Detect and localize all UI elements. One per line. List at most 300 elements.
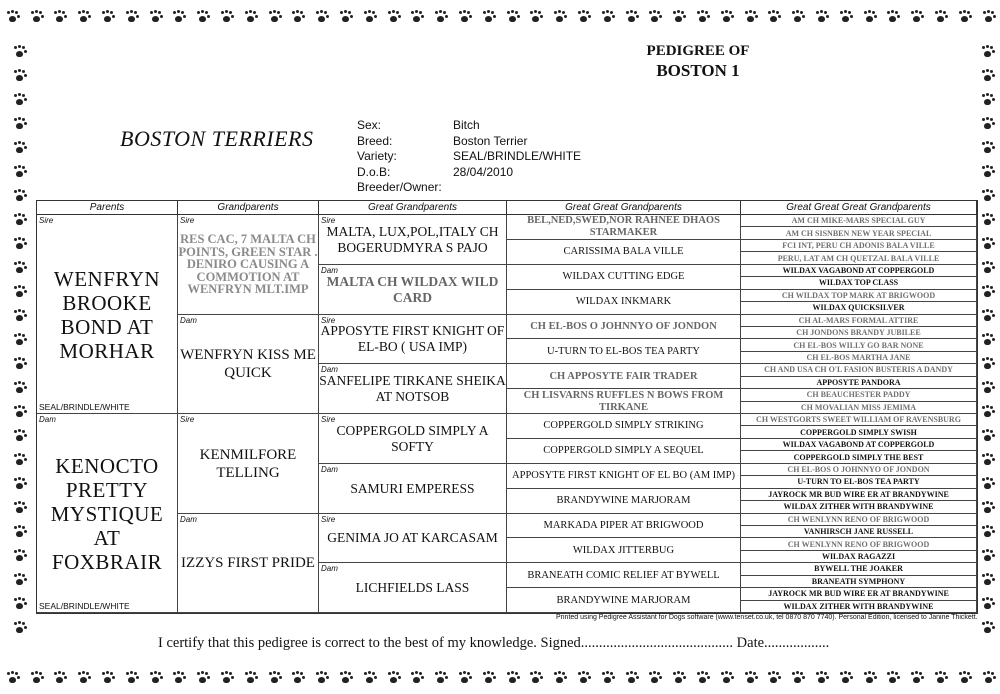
- paw-print-icon: [719, 671, 733, 685]
- paw-print-icon: [695, 671, 709, 685]
- parent-color: SEAL/BRINDLE/WHITE: [39, 601, 130, 611]
- paw-print-icon: [386, 671, 400, 685]
- ggg-grandparent-name-cell: [741, 377, 977, 389]
- gg-grandparent-name: BEL,NED,SWED,NOR RAHNEE DHAOS STARMAKER: [527, 215, 720, 239]
- paw-print-icon: [980, 261, 994, 275]
- certification-statement: I certify that this pedigree is correct to the best of my knowledge. Signed.......................................... Date..................: [158, 635, 830, 651]
- gg-grandparent-name-cell: [507, 339, 741, 364]
- great-grandparent-name: COPPERGOLD SIMPLY A SOFTY: [336, 422, 489, 454]
- ggg-grandparent-name: CH EL-BOS WILLY GO BAR NONE: [793, 340, 924, 350]
- great-grandparent-name-cell: [319, 265, 507, 315]
- ggg-grandparent-name: CH WENLYNN RENO OF BRIGWOOD: [787, 514, 930, 524]
- ggg-grandparent-name: PERU, LAT AM CH QUETZAL BALA VILLE: [777, 253, 940, 263]
- grandparent-name: WENFRYN KISS ME QUICK: [180, 347, 316, 382]
- gg-grandparent-name-cell: [507, 439, 741, 464]
- sex-label: Sex:: [357, 118, 382, 132]
- ggg-grandparent-name-cell: [741, 538, 977, 550]
- gg-grandparent-name-cell: [507, 290, 741, 315]
- ggg-grandparent-name: CH WESTGORTS SWEET WILLIAM OF RAVENSBURG: [756, 415, 961, 425]
- paw-print-icon: [5, 10, 19, 24]
- dam-tag: Dam: [321, 464, 338, 474]
- ggg-grandparent-name-cell: [741, 414, 977, 426]
- paw-print-icon: [12, 285, 26, 299]
- paw-print-icon: [885, 10, 899, 24]
- great-grandparent-name: LICHFIELDS LASS: [355, 580, 470, 596]
- paw-print-icon: [576, 671, 590, 685]
- ggg-grandparent-name: WILDAX RAGAZZI: [821, 552, 896, 562]
- paw-print-icon: [814, 671, 828, 685]
- paw-print-icon: [552, 671, 566, 685]
- paw-print-icon: [790, 10, 804, 24]
- paw-print-icon: [743, 10, 757, 24]
- paw-print-icon: [457, 10, 471, 24]
- dob-value: 28/04/2010: [453, 164, 514, 179]
- ggg-grandparent-name-cell: [741, 252, 977, 264]
- ggg-grandparent-name-cell: [741, 551, 977, 563]
- great-grandparent-name: MALTA, LUX,POL,ITALY CH BOGERUDMYRA S PAJO: [326, 223, 499, 255]
- sire-tag: Sire: [321, 216, 336, 225]
- paw-print-icon: [12, 45, 26, 59]
- ggg-grandparent-name-cell: [741, 476, 977, 488]
- dam-tag: Dam: [321, 365, 338, 375]
- paw-print-icon: [12, 237, 26, 251]
- paw-print-icon: [980, 549, 994, 563]
- paw-print-icon: [909, 671, 923, 685]
- gg-grandparent-name: BRANEATH COMIC RELIEF AT BYWELL: [527, 569, 720, 581]
- ggg-grandparent-name: VANHIRSCH JANE RUSSELL: [803, 527, 914, 537]
- paw-print-icon: [980, 117, 994, 131]
- ggg-grandparent-name: AM CH SISNBEN NEW YEAR SPECIAL: [785, 228, 932, 238]
- paw-print-icon: [838, 671, 852, 685]
- paw-print-icon: [600, 671, 614, 685]
- paw-print-icon: [528, 671, 542, 685]
- variety-value: SEAL/BRINDLE/WHITE: [453, 149, 582, 163]
- paw-print-icon: [52, 10, 66, 24]
- ggg-grandparent-name-cell: [741, 290, 977, 302]
- parent-name: KENOCTO PRETTY MYSTIQUE AT FOXBRAIR: [50, 453, 164, 574]
- ggg-grandparent-name: AM CH MIKE-MARS SPECIAL GUY: [791, 216, 926, 226]
- ggg-grandparent-name: COPPERGOLD SIMPLY SWISH: [800, 427, 917, 437]
- ggg-grandparent-name-cell: [741, 315, 977, 327]
- paw-print-icon: [52, 671, 66, 685]
- paw-print-icon: [980, 453, 994, 467]
- ggg-grandparent-name-cell: [741, 277, 977, 289]
- ggg-grandparent-name: CH MOVALIAN MISS JEMIMA: [800, 402, 917, 412]
- paw-print-icon: [980, 309, 994, 323]
- great-grandparent-name-cell: [319, 414, 507, 464]
- great-grandparent-name: SANFELIPE TIRKANE SHEIKA AT NOTSOB: [319, 373, 506, 405]
- variety-label: Variety:: [357, 149, 397, 163]
- paw-print-icon: [243, 10, 257, 24]
- breed-label: Breed:: [357, 133, 393, 148]
- paw-print-icon: [12, 117, 26, 131]
- great-grandparent-name: GENIMA JO AT KARCASAM: [327, 530, 498, 546]
- paw-print-icon: [124, 10, 138, 24]
- dam-tag: Dam: [321, 265, 338, 275]
- ggg-grandparent-name-cell: [741, 240, 977, 252]
- ggg-grandparent-name: WILDAX ZITHER WITH BRANDYWINE: [783, 601, 934, 611]
- ggg-grandparent-name: COPPERGOLD SIMPLY THE BEST: [793, 452, 924, 462]
- ggg-grandparent-name: CH BEAUCHESTER PADDY: [806, 390, 911, 400]
- paw-print-icon: [290, 10, 304, 24]
- paw-print-icon: [100, 10, 114, 24]
- paw-print-icon: [148, 10, 162, 24]
- breeder-owner-label: Breeder/Owner:: [357, 180, 442, 194]
- column-header: Great Grandparents: [319, 201, 507, 215]
- paw-print-icon: [12, 573, 26, 587]
- great-grandparent-name-cell: [319, 315, 507, 365]
- paw-print-icon: [219, 671, 233, 685]
- paw-print-icon: [12, 309, 26, 323]
- gg-grandparent-name: MARKADA PIPER AT BRIGWOOD: [543, 519, 704, 531]
- column-header: Parents: [37, 201, 178, 215]
- ggg-grandparent-name: CH EL-BOS O JOHNNYO OF JONDON: [787, 464, 930, 474]
- breed-value: Boston Terrier: [453, 133, 528, 148]
- paw-print-icon: [12, 549, 26, 563]
- paw-print-icon: [195, 10, 209, 24]
- great-grandparent-name-cell: [319, 215, 507, 265]
- paw-print-icon: [980, 45, 994, 59]
- great-grandparent-name-cell: [319, 364, 507, 414]
- ggg-grandparent-name: APPOSYTE PANDORA: [816, 377, 901, 387]
- ggg-grandparent-name: CH AND USA CH O'L FASION BUSTERIS A DANDY: [764, 365, 953, 375]
- paw-print-icon: [814, 10, 828, 24]
- paw-print-icon: [862, 10, 876, 24]
- gg-grandparent-name: APPOSYTE FIRST KNIGHT OF EL BO (AM IMP): [512, 470, 735, 482]
- paw-print-icon: [12, 333, 26, 347]
- dam-tag: Dam: [180, 514, 197, 524]
- paw-print-icon: [980, 621, 994, 635]
- paw-print-icon: [980, 285, 994, 299]
- right-paw-border: [976, 40, 998, 640]
- paw-print-icon: [980, 429, 994, 443]
- ggg-grandparent-name-cell: [741, 364, 977, 376]
- paw-print-icon: [719, 10, 733, 24]
- paw-print-icon: [980, 501, 994, 515]
- column-header: Great Great Grandparents: [507, 201, 741, 215]
- top-paw-border: [0, 6, 1000, 28]
- ggg-grandparent-name: WILDAX ZITHER WITH BRANDYWINE: [783, 502, 934, 512]
- paw-print-icon: [12, 165, 26, 179]
- column-header: Great Great Great Grandparents: [741, 201, 977, 215]
- paw-print-icon: [171, 671, 185, 685]
- ggg-grandparent-name-cell: [741, 402, 977, 414]
- gg-grandparent-name: BRANDYWINE MARJORAM: [556, 594, 691, 606]
- paw-print-icon: [980, 333, 994, 347]
- paw-print-icon: [100, 671, 114, 685]
- paw-print-icon: [980, 213, 994, 227]
- pedigree-title-line1: PEDIGREE OF: [646, 43, 750, 59]
- ggg-grandparent-name-cell: [741, 227, 977, 239]
- ggg-grandparent-name-cell: [741, 215, 977, 227]
- gg-grandparent-name-cell: [507, 514, 741, 539]
- paw-print-icon: [314, 671, 328, 685]
- paw-print-icon: [267, 10, 281, 24]
- paw-print-icon: [766, 671, 780, 685]
- sire-tag: Sire: [321, 315, 336, 325]
- paw-print-icon: [481, 671, 495, 685]
- paw-print-icon: [980, 525, 994, 539]
- gg-grandparent-name: BRANDYWINE MARJORAM: [556, 495, 691, 507]
- pedigree-table: [36, 200, 978, 614]
- paw-print-icon: [980, 597, 994, 611]
- info-labels: [357, 118, 442, 196]
- paw-print-icon: [195, 671, 209, 685]
- ggg-grandparent-name-cell: [741, 339, 977, 351]
- grandparent-name: IZZYS FIRST PRIDE: [181, 555, 315, 572]
- ggg-grandparent-name: FCI INT, PERU CH ADONIS BALA VILLE: [782, 241, 935, 251]
- ggg-grandparent-name-cell: [741, 464, 977, 476]
- gg-grandparent-name-cell: [507, 464, 741, 489]
- ggg-grandparent-name: WILDAX QUICKSILVER: [812, 303, 905, 313]
- gg-grandparent-name-cell: [507, 240, 741, 265]
- paw-print-icon: [338, 10, 352, 24]
- ggg-grandparent-name-cell: [741, 563, 977, 575]
- paw-print-icon: [12, 189, 26, 203]
- paw-print-icon: [29, 10, 43, 24]
- column-header: Grandparents: [178, 201, 319, 215]
- gg-grandparent-name: WILDAX JITTERBUG: [572, 544, 675, 556]
- ggg-grandparent-name-cell: [741, 588, 977, 600]
- paw-print-icon: [12, 405, 26, 419]
- gg-grandparent-name-cell: [507, 389, 741, 414]
- paw-print-icon: [695, 10, 709, 24]
- ggg-grandparent-name-cell: [741, 514, 977, 526]
- sire-tag: Sire: [180, 415, 195, 424]
- paw-print-icon: [505, 10, 519, 24]
- paw-print-icon: [481, 10, 495, 24]
- parent-name-cell: [37, 414, 178, 613]
- ggg-grandparent-name: WILDAX VAGABOND AT COPPERGOLD: [782, 440, 935, 450]
- paw-print-icon: [12, 261, 26, 275]
- gg-grandparent-name-cell: [507, 588, 741, 613]
- paw-print-icon: [12, 69, 26, 83]
- great-grandparent-name-cell: [319, 464, 507, 514]
- ggg-grandparent-name-cell: [741, 501, 977, 513]
- paw-print-icon: [171, 10, 185, 24]
- gg-grandparent-name-cell: [507, 215, 741, 240]
- paw-print-icon: [12, 453, 26, 467]
- sire-tag: Sire: [180, 216, 195, 225]
- paw-print-icon: [12, 597, 26, 611]
- paw-print-icon: [505, 671, 519, 685]
- gg-grandparent-name-cell: [507, 414, 741, 439]
- info-values: [453, 118, 581, 180]
- dam-tag: Dam: [321, 564, 338, 574]
- bottom-paw-border: [0, 667, 1000, 689]
- paw-print-icon: [980, 381, 994, 395]
- paw-print-icon: [528, 10, 542, 24]
- paw-print-icon: [981, 671, 995, 685]
- ggg-grandparent-name-cell: [741, 451, 977, 463]
- gg-grandparent-name: WILDAX CUTTING EDGE: [562, 271, 685, 283]
- paw-print-icon: [980, 357, 994, 371]
- paw-print-icon: [980, 93, 994, 107]
- parent-name: WENFRYN BROOKE BOND AT MORHAR: [53, 266, 161, 363]
- paw-print-icon: [457, 671, 471, 685]
- gg-grandparent-name: CARISSIMA BALA VILLE: [563, 246, 684, 258]
- paw-print-icon: [433, 10, 447, 24]
- paw-print-icon: [552, 10, 566, 24]
- paw-print-icon: [790, 671, 804, 685]
- grandparent-name: KENMILFORE TELLING: [199, 446, 297, 481]
- ggg-grandparent-name-cell: [741, 302, 977, 314]
- gg-grandparent-name: COPPERGOLD SIMPLY STRIKING: [543, 420, 704, 432]
- paw-print-icon: [76, 10, 90, 24]
- ggg-grandparent-name: CH WENLYNN RENO OF BRIGWOOD: [787, 539, 930, 549]
- pedigree-title-line2: BOSTON 1: [656, 61, 740, 80]
- paw-print-icon: [362, 10, 376, 24]
- gg-grandparent-name-cell: [507, 364, 741, 389]
- ggg-grandparent-name-cell: [741, 352, 977, 364]
- ggg-grandparent-name-cell: [741, 576, 977, 588]
- ggg-grandparent-name-cell: [741, 526, 977, 538]
- dob-label: D.o.B:: [357, 164, 391, 179]
- paw-print-icon: [290, 671, 304, 685]
- dam-tag: Dam: [180, 315, 197, 325]
- paw-print-icon: [219, 10, 233, 24]
- sire-tag: Sire: [321, 415, 336, 424]
- parent-name-cell: [37, 215, 178, 414]
- ggg-grandparent-name: CH JONDONS BRANDY JUBILEE: [796, 328, 921, 338]
- sire-tag: Sire: [321, 514, 336, 524]
- paw-print-icon: [862, 671, 876, 685]
- paw-print-icon: [12, 93, 26, 107]
- paw-print-icon: [362, 671, 376, 685]
- ggg-grandparent-name-cell: [741, 265, 977, 277]
- paw-print-icon: [624, 10, 638, 24]
- left-paw-border: [8, 40, 30, 640]
- paw-print-icon: [766, 10, 780, 24]
- ggg-grandparent-name-cell: [741, 601, 977, 613]
- grandparent-name: RES CAC, 7 MALTA CH POINTS, GREEN STAR . DENIRO CAUSING A COMMOTION AT WENFRYN MLT.IMP: [178, 232, 318, 297]
- paw-print-icon: [12, 501, 26, 515]
- ggg-grandparent-name-cell: [741, 489, 977, 501]
- paw-print-icon: [12, 381, 26, 395]
- paw-print-icon: [647, 10, 661, 24]
- paw-print-icon: [980, 477, 994, 491]
- great-grandparent-name-cell: [319, 563, 507, 613]
- paw-print-icon: [980, 573, 994, 587]
- paw-print-icon: [5, 671, 19, 685]
- paw-print-icon: [12, 357, 26, 371]
- paw-print-icon: [838, 10, 852, 24]
- paw-print-icon: [12, 621, 26, 635]
- ggg-grandparent-name-cell: [741, 439, 977, 451]
- paw-print-icon: [647, 671, 661, 685]
- paw-print-icon: [338, 671, 352, 685]
- sire-tag: Sire: [39, 216, 54, 225]
- paw-print-icon: [957, 10, 971, 24]
- gg-grandparent-name: WILDAX INKMARK: [575, 296, 672, 308]
- ggg-grandparent-name: WILDAX TOP CLASS: [818, 278, 899, 288]
- parent-color: SEAL/BRINDLE/WHITE: [39, 402, 130, 412]
- paw-print-icon: [909, 10, 923, 24]
- ggg-grandparent-name-cell: [741, 327, 977, 339]
- paw-print-icon: [743, 671, 757, 685]
- gg-grandparent-name: U-TURN TO EL-BOS TEA PARTY: [547, 345, 700, 357]
- paw-print-icon: [148, 671, 162, 685]
- gg-grandparent-name-cell: [507, 563, 741, 588]
- ggg-grandparent-name: BYWELL THE JOAKER: [814, 564, 903, 574]
- ggg-grandparent-name: CH AL-MARS FORMAL ATTIRE: [798, 315, 919, 325]
- ggg-grandparent-name: JAYROCK MR BUD WIRE ER AT BRANDYWINE: [768, 589, 949, 599]
- dam-tag: Dam: [39, 415, 56, 424]
- paw-print-icon: [12, 477, 26, 491]
- great-grandparent-name-cell: [319, 514, 507, 564]
- paw-print-icon: [980, 189, 994, 203]
- paw-print-icon: [12, 429, 26, 443]
- grandparent-name-cell: [178, 514, 319, 614]
- paw-print-icon: [76, 671, 90, 685]
- sex-value: Bitch: [453, 118, 480, 132]
- paw-print-icon: [12, 525, 26, 539]
- paw-print-icon: [671, 10, 685, 24]
- paw-print-icon: [409, 671, 423, 685]
- great-grandparent-name: APPOSYTE FIRST KNIGHT OF EL-BO ( USA IMP): [320, 323, 505, 355]
- ggg-grandparent-name-cell: [741, 389, 977, 401]
- gg-grandparent-name-cell: [507, 538, 741, 563]
- paw-print-icon: [386, 10, 400, 24]
- gg-grandparent-name-cell: [507, 265, 741, 290]
- paw-print-icon: [624, 671, 638, 685]
- printed-by-note: Printed using Pedigree Assistant for Dogs software (www.tenset.co.uk, tel 0870 870 7740). Personal Edition, licensed to Janine Thickett.: [556, 614, 978, 621]
- paw-print-icon: [409, 10, 423, 24]
- ggg-grandparent-name: CH WILDAX TOP MARK AT BRIGWOOD: [781, 290, 936, 300]
- gg-grandparent-name: COPPERGOLD SIMPLY A SEQUEL: [543, 445, 704, 457]
- paw-print-icon: [980, 141, 994, 155]
- paw-print-icon: [933, 671, 947, 685]
- paw-print-icon: [957, 671, 971, 685]
- paw-print-icon: [433, 671, 447, 685]
- ggg-grandparent-name: U-TURN TO EL-BOS TEA PARTY: [797, 477, 920, 487]
- grandparent-name-cell: [178, 414, 319, 514]
- paw-print-icon: [885, 671, 899, 685]
- ggg-grandparent-name: BRANEATH SYMPHONY: [811, 576, 906, 586]
- gg-grandparent-name: CH EL-BOS O JOHNNYO OF JONDON: [530, 320, 717, 332]
- breed-heading: BOSTON TERRIERS: [120, 126, 314, 151]
- grandparent-name-cell: [178, 315, 319, 415]
- ggg-grandparent-name: CH EL-BOS MARTHA JANE: [806, 353, 911, 363]
- paw-print-icon: [267, 671, 281, 685]
- paw-print-icon: [12, 141, 26, 155]
- gg-grandparent-name: CH LISVARNS RUFFLES N BOWS FROM TIRKANE: [523, 389, 724, 413]
- gg-grandparent-name-cell: [507, 489, 741, 514]
- paw-print-icon: [933, 10, 947, 24]
- paw-print-icon: [314, 10, 328, 24]
- grandparent-name-cell: [178, 215, 319, 315]
- paw-print-icon: [980, 165, 994, 179]
- paw-print-icon: [124, 671, 138, 685]
- paw-print-icon: [576, 10, 590, 24]
- gg-grandparent-name: CH APPOSYTE FAIR TRADER: [549, 370, 698, 382]
- ggg-grandparent-name: WILDAX VAGABOND AT COPPERGOLD: [782, 265, 935, 275]
- ggg-grandparent-name: JAYROCK MR BUD WIRE ER AT BRANDYWINE: [768, 489, 949, 499]
- paw-print-icon: [671, 671, 685, 685]
- gg-grandparent-name-cell: [507, 315, 741, 340]
- paw-print-icon: [981, 10, 995, 24]
- paw-print-icon: [980, 237, 994, 251]
- paw-print-icon: [12, 213, 26, 227]
- pedigree-title: [608, 42, 788, 80]
- paw-print-icon: [980, 69, 994, 83]
- great-grandparent-name: MALTA CH WILDAX WILD CARD: [326, 273, 499, 305]
- paw-print-icon: [243, 671, 257, 685]
- paw-print-icon: [29, 671, 43, 685]
- great-grandparent-name: SAMURI EMPERESS: [350, 480, 475, 496]
- ggg-grandparent-name-cell: [741, 426, 977, 438]
- paw-print-icon: [600, 10, 614, 24]
